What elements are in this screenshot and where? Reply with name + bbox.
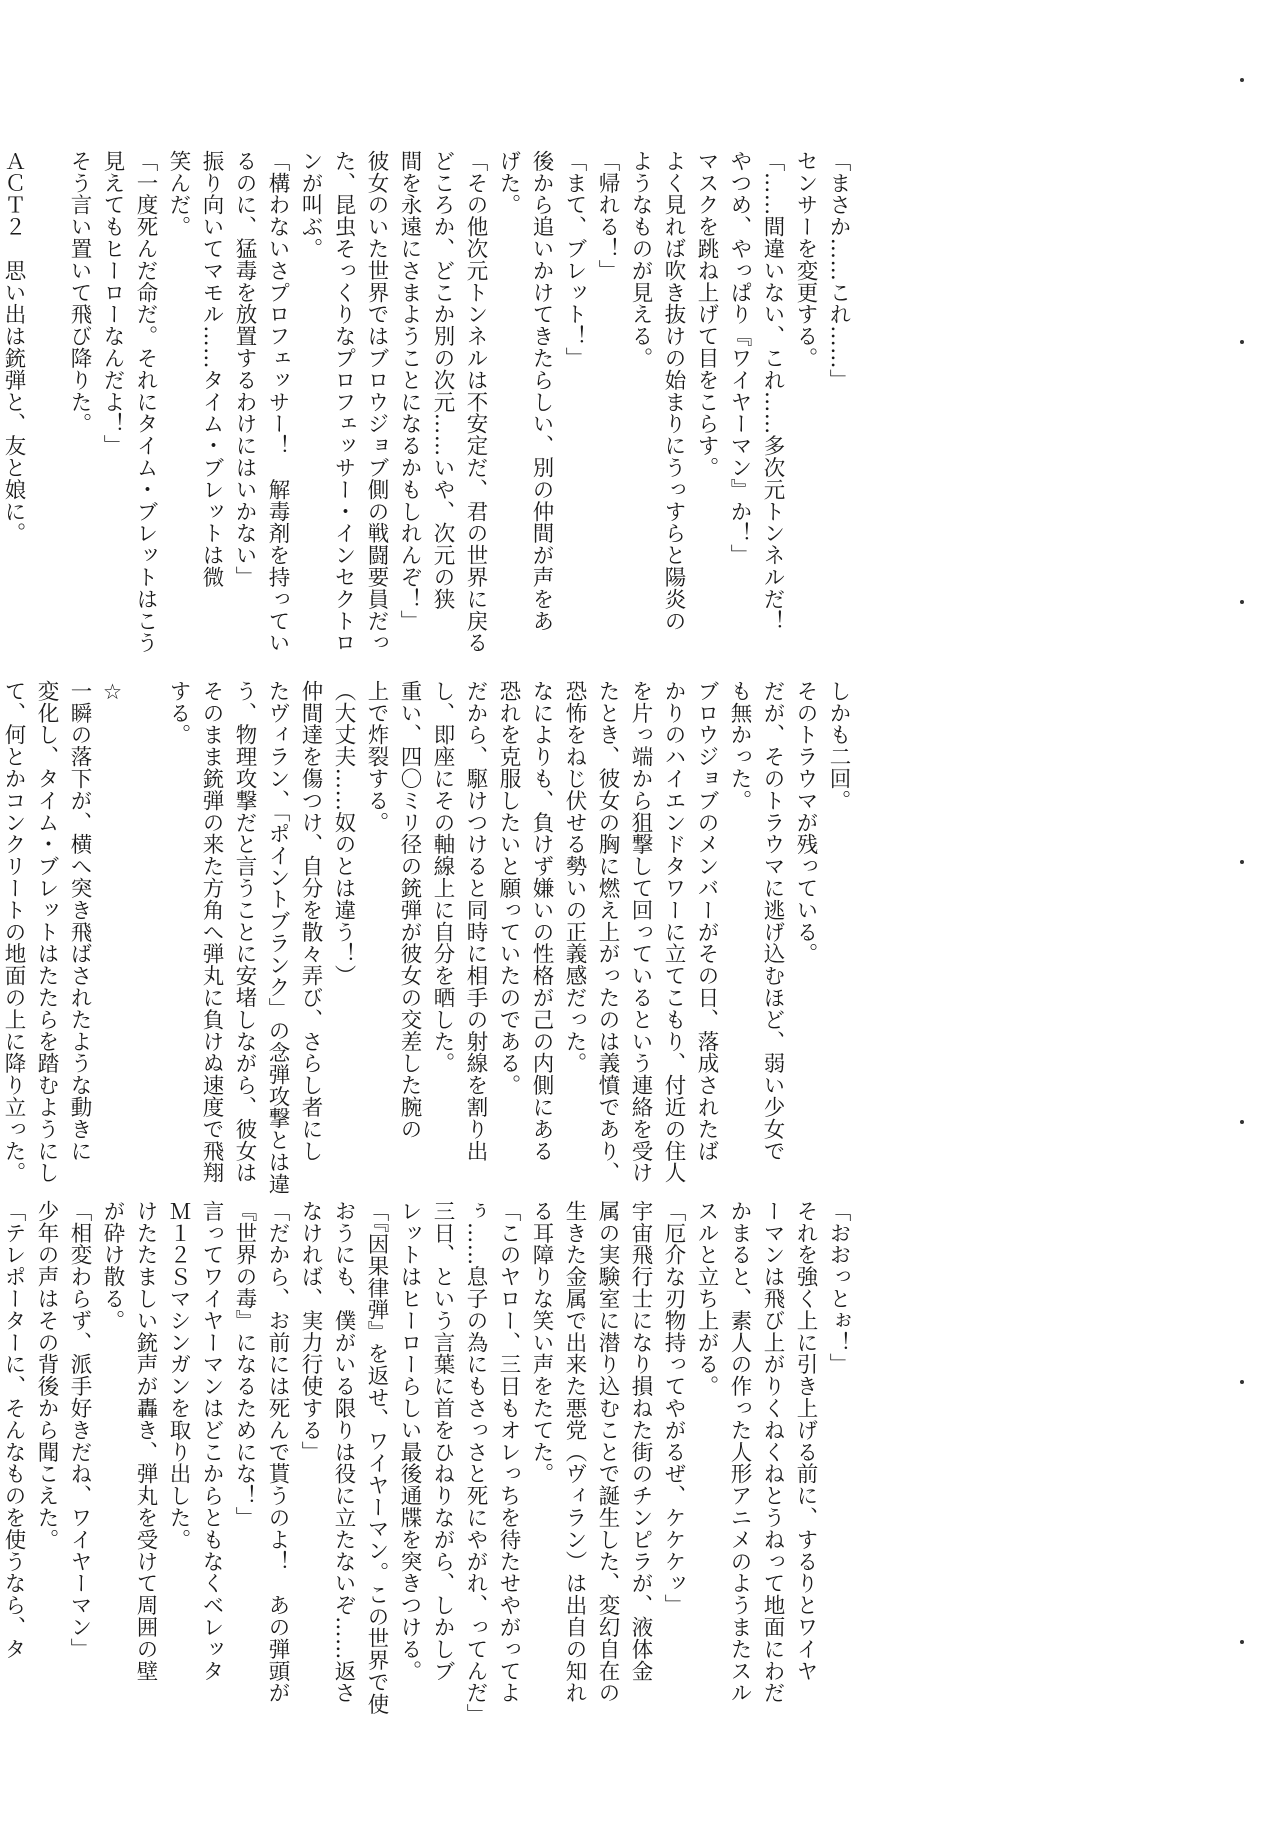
- text-line: 「おおっとぉ！」: [826, 1200, 851, 1376]
- text-line: 恐れを克服したいと願っていたのである。: [496, 680, 521, 1097]
- text-line: ようなものが見える。: [628, 150, 653, 369]
- text-line: センサーを変更する。: [793, 150, 818, 369]
- text-block-top: [1, 150, 855, 690]
- text-line: 重い、四〇ミリ径の銃弾が彼女の交差した腕の: [397, 680, 422, 1140]
- text-line: 間を永遠にさまようことになるかもしれんぞ！」: [397, 150, 422, 632]
- text-line: する。: [166, 680, 191, 746]
- text-line: しかも二回。: [826, 680, 851, 812]
- text-line: たとき、彼女の胸に燃え上がったのは義憤であり、: [595, 680, 620, 1184]
- text-line: だが、そのトラウマに逃げ込むほど、弱い少女で: [760, 680, 785, 1162]
- text-line: それを強く上に引き上げる前に、するりとワイヤ: [793, 1200, 818, 1682]
- text-line: 『世界の毒』になるためにな！」: [232, 1200, 257, 1529]
- text-line: う、物理攻撃だと言うことに安堵しながら、彼女は: [232, 680, 257, 1184]
- text-line: よく見れば吹き抜けの始まりにうっすらと陽炎の: [661, 150, 686, 632]
- text-line: 笑んだ。: [166, 150, 191, 238]
- text-line: 「相変わらず、派手好きだね、ワイヤーマン」: [67, 1200, 92, 1660]
- text-line: 「構わないさプロフェッサー！ 解毒剤を持ってい: [265, 150, 290, 654]
- text-line: 少年の声はその背後から聞こえた。: [34, 1200, 59, 1551]
- text-line: ブロウジョブのメンバーがその日、落成されたば: [694, 680, 719, 1162]
- text-line: だから、駆けつけると同時に相手の射線を割り出: [463, 680, 488, 1162]
- text-line: 「まて、ブレット！」: [562, 150, 587, 369]
- text-line: 「……間違いない、これ……多次元トンネルだ！: [760, 150, 785, 632]
- text-line: るのに、猛毒を放置するわけにはいかない」: [232, 150, 257, 588]
- text-line: ＡＣＴ２ 思い出は銃弾と、友と娘に。: [1, 150, 26, 545]
- text-line: た、昆虫そっくりなプロフェッサー・インセクトロ: [331, 150, 356, 654]
- text-line: る耳障りな笑い声をたてた。: [529, 1200, 554, 1485]
- text-line: ☆: [100, 680, 125, 706]
- text-line: ンが叫ぶ。: [298, 150, 323, 260]
- text-line: かまると、素人の作った人形アニメのようまたスル: [727, 1200, 752, 1704]
- text-line: ーマンは飛び上がりくねくねとうねって地面にわだ: [760, 1200, 785, 1704]
- text-line: げた。: [496, 150, 521, 216]
- margin-dot: [1240, 1640, 1244, 1644]
- text-line: [30, 150, 63, 690]
- text-line: スルと立ち上がる。: [694, 1200, 719, 1398]
- margin-dot: [1240, 340, 1244, 344]
- text-line: レットはヒーローらしい最後通牒を突きつける。: [397, 1200, 422, 1682]
- text-block-bottom: [1, 1200, 855, 1780]
- text-line: 「一度死んだ命だ。それにタイム・ブレットはこう: [133, 150, 158, 654]
- text-line: 属の実験室に潜り込むことで誕生した、変幻自在の: [595, 1200, 620, 1704]
- text-line: かりのハイエンドタワーに立てこもり、付近の住人: [661, 680, 686, 1184]
- text-line: 「だから、お前には死んで貰うのよ！ あの弾頭が: [265, 1200, 290, 1704]
- text-line: どころか、どこか別の次元……いや、次元の狭: [430, 150, 455, 610]
- text-line: Ｍ１２Ｓマシンガンを取り出した。: [166, 1200, 191, 1551]
- text-line: 恐怖をねじ伏せる勢いの正義感だった。: [562, 680, 587, 1075]
- text-line: 「その他次元トンネルは不安定だ、君の世界に戻る: [463, 150, 488, 654]
- text-line: 振り向いてマモル……タイム・ブレットは微: [199, 150, 224, 588]
- text-line: が砕け散る。: [100, 1200, 125, 1332]
- margin-dot: [1240, 860, 1244, 864]
- text-line: 一瞬の落下が、横へ突き飛ばされたような動きに: [67, 680, 92, 1162]
- text-line: たヴィラン、「ポイントブランク」の念弾攻撃とは違: [265, 680, 290, 1195]
- text-line: 上で炸裂する。: [364, 680, 389, 834]
- text-line: 生きた金属で出来た悪党（ヴィラン）は出自の知れ: [562, 1200, 587, 1704]
- text-line: [129, 680, 162, 1280]
- text-line: を片っ端から狙撃して回っているという連絡を受け: [628, 680, 653, 1184]
- text-line: 「帰れる！」: [595, 150, 620, 282]
- text-line: 「テレポーターに、そんなものを使うなら、タ: [1, 1200, 26, 1660]
- margin-dot: [1240, 600, 1244, 604]
- margin-dot: [1240, 1120, 1244, 1124]
- text-line: そのまま銃弾の来た方角へ弾丸に負けぬ速度で飛翔: [199, 680, 224, 1184]
- text-line: なければ、実力行使する」: [298, 1200, 323, 1463]
- text-line: マスクを跳ね上げて目をこらす。: [694, 150, 719, 479]
- text-line: 宇宙飛行士になり損ねた街のチンピラが、液体金: [628, 1200, 653, 1682]
- text-line: 「まさか……これ……」: [826, 150, 851, 391]
- text-line: そのトラウマが残っている。: [793, 680, 818, 965]
- text-line: 変化し、タイム・ブレットはたたらを踏むようにし: [34, 680, 59, 1184]
- text-line: も無かった。: [727, 680, 752, 812]
- text-line: 言ってワイヤーマンはどこからともなくベレッタ: [199, 1200, 224, 1682]
- text-line: 見えてもヒーローなんだよ！」: [100, 150, 125, 457]
- text-line: 後から追いかけてきたらしい、別の仲間が声をあ: [529, 150, 554, 632]
- text-line: やつめ、やっぱり『ワイヤーマン』か！」: [727, 150, 752, 567]
- text-line: 三日、という言葉に首をひねりながら、しかしブ: [430, 1200, 455, 1682]
- text-line: そう言い置いて飛び降りた。: [67, 150, 92, 435]
- text-line: けたたましい銃声が轟き、弾丸を受けて周囲の壁: [133, 1200, 158, 1682]
- text-line: （大丈夫……奴のとは違う！）: [331, 680, 356, 987]
- text-line: ぅ……息子の為にもさっさと死にやがれ、ってんだ」: [463, 1200, 488, 1726]
- text-line: て、何とかコンクリートの地面の上に降り立った。: [1, 680, 26, 1184]
- text-line: 「『因果律弾』を返せ、ワイヤーマン。この世界で使: [364, 1200, 389, 1715]
- text-line: 「このヤロー、三日もオレっちを待たせやがってよ: [496, 1200, 521, 1704]
- text-line: なによりも、負けず嫌いの性格が己の内側にある: [529, 680, 554, 1162]
- text-line: し、即座にその軸線上に自分を晒した。: [430, 680, 455, 1075]
- text-line: 仲間達を傷つけ、自分を散々弄び、さらし者にし: [298, 680, 323, 1162]
- text-line: おうにも、僕がいる限りは役に立たないぞ……返さ: [331, 1200, 356, 1704]
- text-line: 「厄介な刃物持ってやがるぜ、ケケケッ」: [661, 1200, 686, 1617]
- text-line: 彼女のいた世界ではブロウジョブ側の戦闘要員だっ: [364, 150, 389, 654]
- margin-dot: [1240, 1380, 1244, 1384]
- margin-dot: [1240, 78, 1244, 82]
